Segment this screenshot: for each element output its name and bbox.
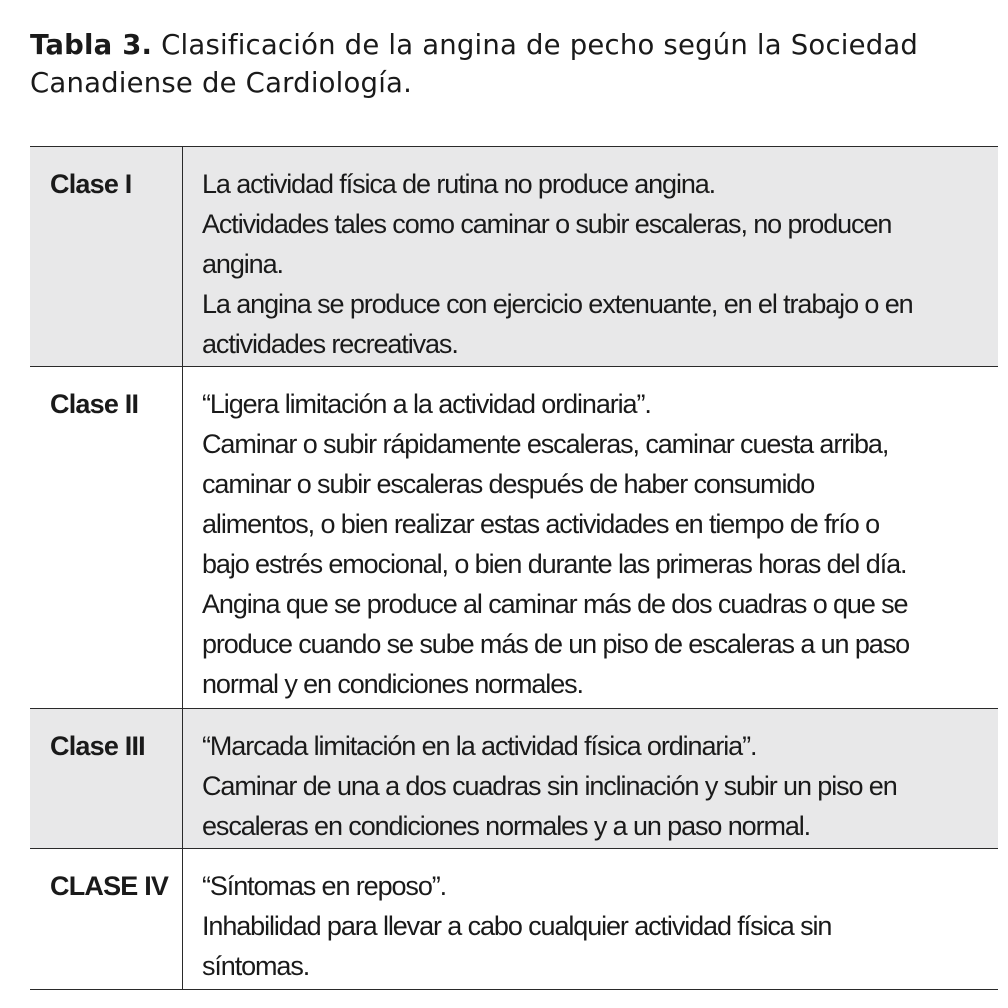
description-line: produce cuando se sube más de un piso de escaleras a un paso bbox=[202, 629, 910, 659]
description-line: Angina que se produce al caminar más de dos cuadras o que se bbox=[202, 589, 908, 619]
class-label: Clase II bbox=[30, 367, 183, 708]
description-line: Caminar de una a dos cuadras sin inclinación y subir un piso en bbox=[202, 771, 897, 801]
class-label: Clase III bbox=[30, 709, 183, 848]
table-row bbox=[30, 709, 998, 849]
angina-classification-table bbox=[30, 146, 998, 990]
description-line: La actividad física de rutina no produce angina. bbox=[202, 169, 716, 199]
description-line: “Marcada limitación en la actividad física ordinaria”. bbox=[202, 731, 757, 761]
class-description bbox=[183, 849, 998, 989]
class-description bbox=[183, 147, 998, 366]
class-label: CLASE IV bbox=[30, 849, 183, 989]
caption-text: Clasificación de la angina de pecho según la Sociedad Canadiense de Cardiología. bbox=[30, 29, 919, 99]
table-caption bbox=[30, 26, 1005, 102]
description-line: síntomas. bbox=[202, 951, 310, 981]
description-line: actividades recreativas. bbox=[202, 329, 458, 359]
table-row bbox=[30, 367, 998, 709]
description-line: “Ligera limitación a la actividad ordinaria”. bbox=[202, 389, 651, 419]
class-description bbox=[183, 367, 998, 708]
description-line: Caminar o subir rápidamente escaleras, caminar cuesta arriba, bbox=[202, 429, 889, 459]
description-line: alimentos, o bien realizar estas actividades en tiempo de frío o bbox=[202, 509, 880, 539]
class-label: Clase I bbox=[30, 147, 183, 366]
description-line: normal y en condiciones normales. bbox=[202, 669, 583, 699]
description-line: bajo estrés emocional, o bien durante las primeras horas del día. bbox=[202, 549, 907, 579]
description-line: caminar o subir escaleras después de haber consumido bbox=[202, 469, 815, 499]
table-row bbox=[30, 147, 998, 367]
description-line: escaleras en condiciones normales y a un paso normal. bbox=[202, 811, 811, 841]
table-row bbox=[30, 849, 998, 989]
class-description bbox=[183, 709, 998, 848]
description-line: Inhabilidad para llevar a cabo cualquier actividad física sin bbox=[202, 911, 832, 941]
description-line: angina. bbox=[202, 249, 283, 279]
description-line: La angina se produce con ejercicio extenuante, en el trabajo o en bbox=[202, 289, 913, 319]
description-line: Actividades tales como caminar o subir escaleras, no producen bbox=[202, 209, 892, 239]
caption-label: Tabla 3. bbox=[30, 29, 153, 61]
description-line: “Síntomas en reposo”. bbox=[202, 871, 447, 901]
